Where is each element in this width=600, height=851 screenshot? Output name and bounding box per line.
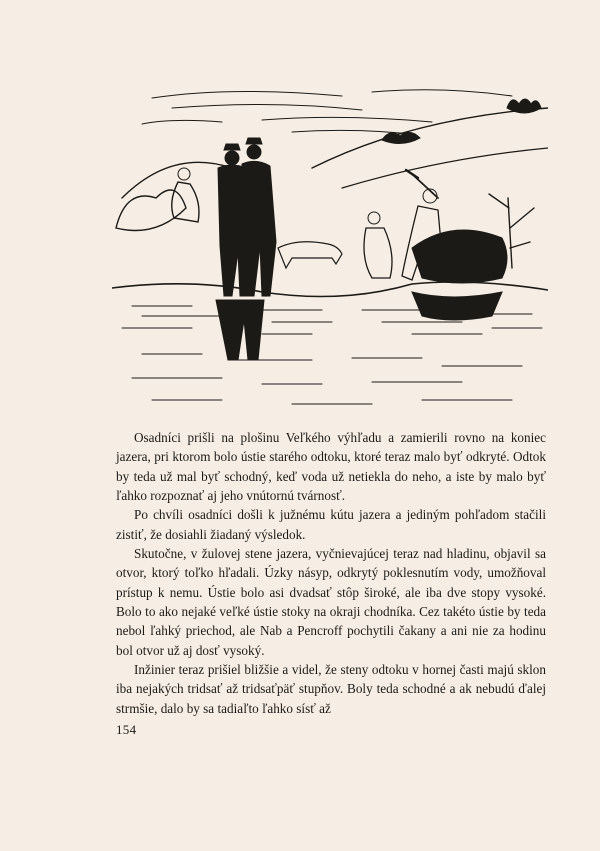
illustration-settlers-at-lake — [112, 78, 548, 420]
paragraph: Skutočne, v žulovej stene jazera, vyčnievajúcej teraz nad hladinu, objavil sa otvor, ktorý toľko hľadali. Úzky násyp, odkrytý poklesnutím vody, umožňoval prístup k nemu. Ústie bolo asi dvadsať stôp široké, ale iba dve stopy vysoké. Bolo to ako nejaké veľké ústie stoky na okraji chodníka. Cez takéto ústie by teda nebol ľahký priechod, ale Nab a Pencroff pochytili čakany a ani nie za hodinu bol otvor už aj dosť vysoký. — [116, 546, 546, 658]
illustration-drawing — [112, 78, 548, 420]
body-text — [116, 428, 546, 718]
paragraph: Osadníci prišli na plošinu Veľkého výhľadu a zamierili rovno na koniec jazera, pri ktorom bolo ústie starého odtoku, ktoré teraz malo byť odkryté. Odtok by teda už mal byť schodný, keď voda už netiekla do neho, a iste by malo byť ľahko rozpoznať aj jeho vnútornú tvárnosť. — [116, 430, 546, 504]
paragraph: Inžinier teraz prišiel bližšie a videl, že steny odtoku v hornej časti majú sklon iba nejakých tridsať až tridsaťpäť stupňov. Boly teda schodné a ak nebudú ďalej strmšie, dalo by sa tadiaľto ľahko sísť až — [116, 662, 546, 716]
page-number: 154 — [116, 722, 137, 737]
paragraph: Po chvíli osadníci došli k južnému kútu jazera a jediným pohľadom stačili zistiť, že dosiahli žiadaný výsledok. — [116, 507, 546, 542]
